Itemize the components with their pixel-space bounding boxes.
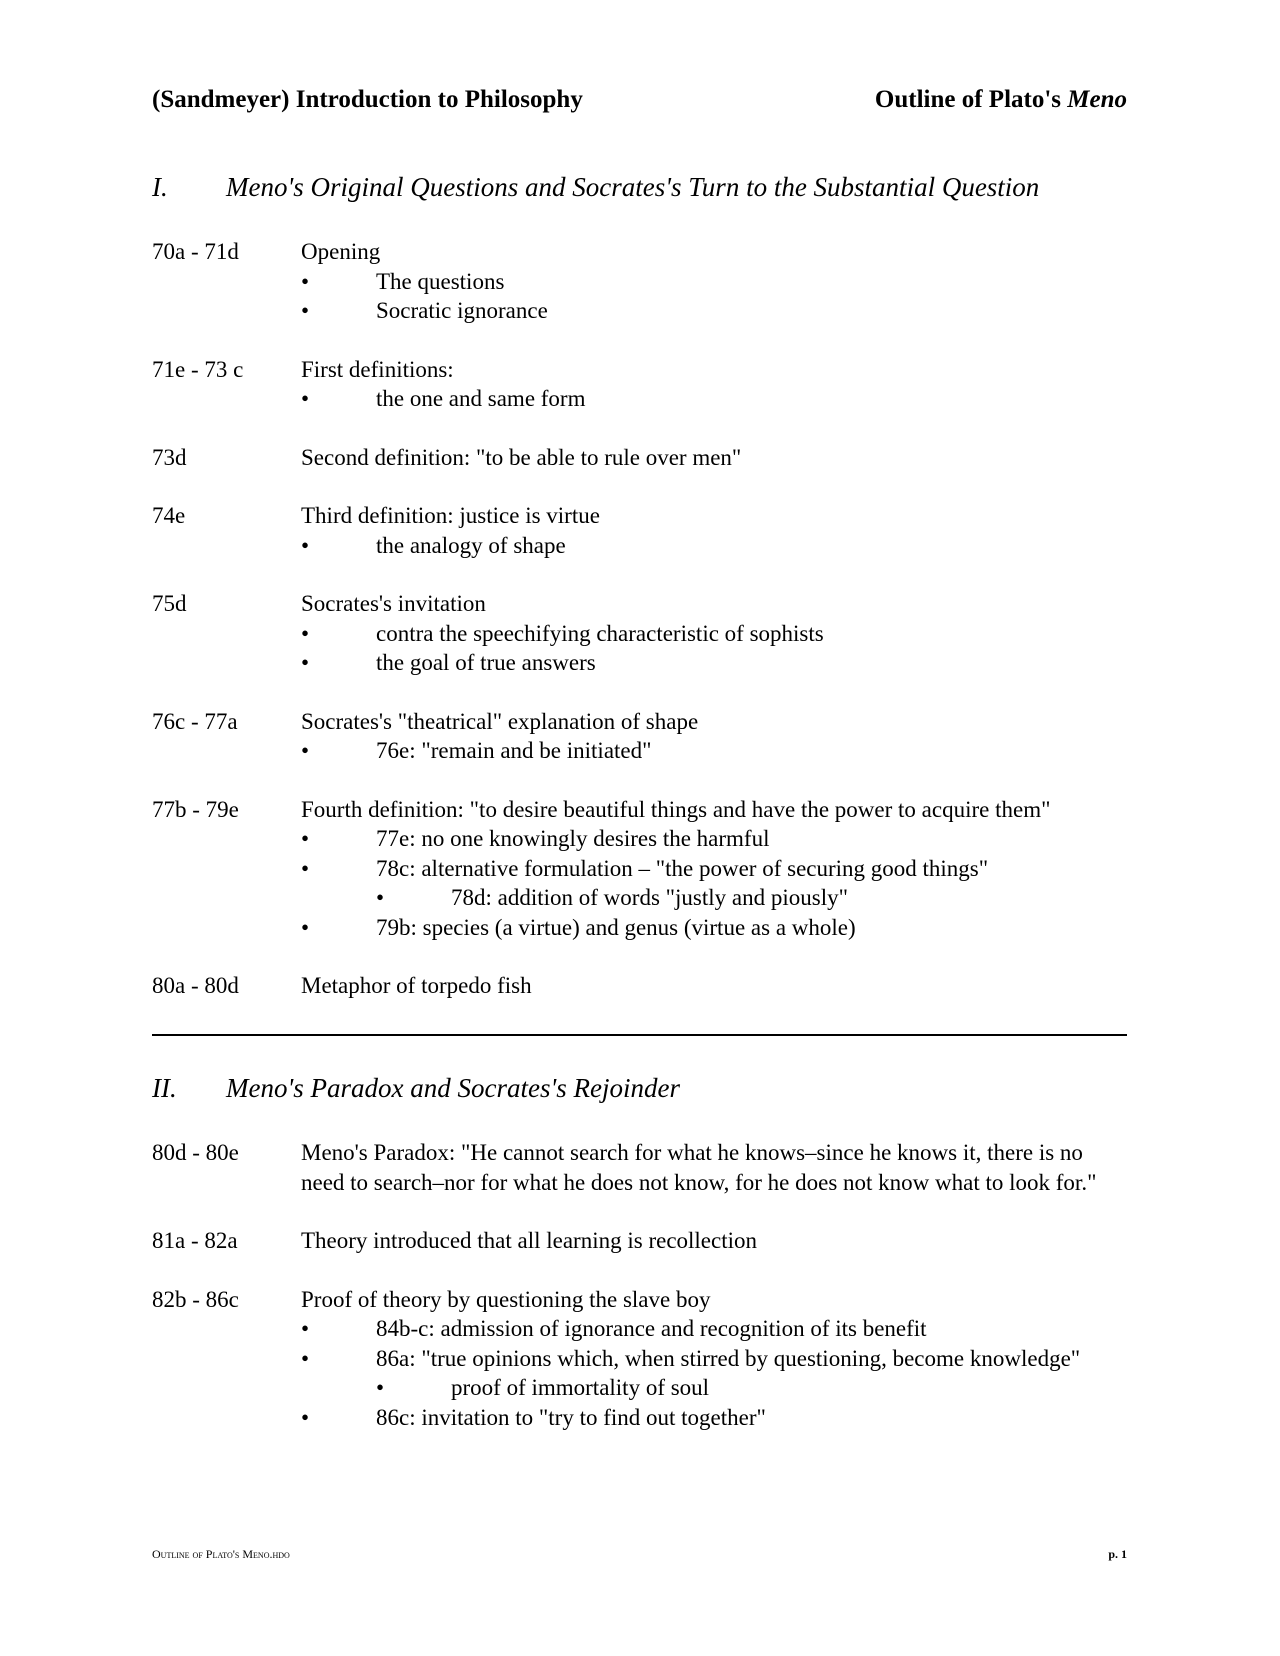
stephanus-reference: 70a - 71d xyxy=(152,239,239,264)
bullet-icon: • xyxy=(301,738,310,763)
document-title-prefix: Outline of Plato's xyxy=(874,86,1068,113)
page-header xyxy=(152,86,1127,122)
bullet-text: 84b-c: admission of ignorance and recognition of its benefit xyxy=(376,1316,927,1341)
bullet-text: the goal of true answers xyxy=(376,650,596,675)
entry-heading: Socrates's "theatrical" explanation of shape xyxy=(301,708,699,734)
outline-entry xyxy=(152,971,1127,1001)
bullet-item xyxy=(301,824,1127,854)
bullet-item xyxy=(301,1314,1127,1344)
bullet-icon: • xyxy=(301,914,310,940)
bullet-icon: • xyxy=(301,1316,310,1341)
outline-entry xyxy=(152,237,1127,326)
bullet-text: Socratic ignorance xyxy=(376,298,548,323)
entry-heading: Meno's Paradox: "He cannot search for what he knows–since he knows it, there is no need to search–nor for what he does not know, for he does not know what to look for." xyxy=(301,1140,1097,1195)
bullet-icon: • xyxy=(301,826,310,851)
outline-entry xyxy=(152,589,1127,678)
stephanus-reference: 81a - 82a xyxy=(152,1228,238,1253)
outline-entry xyxy=(152,707,1127,766)
entry-heading: Opening xyxy=(301,239,381,264)
entry-body xyxy=(301,589,1127,678)
bullet-icon: • xyxy=(301,298,310,323)
page-footer xyxy=(152,1547,1127,1567)
entry-heading: Third definition: justice is virtue xyxy=(301,503,600,528)
bullet-text: contra the speechifying characteristic of sophists xyxy=(376,620,824,646)
entry-body xyxy=(301,795,1127,943)
outline-entry xyxy=(152,1285,1127,1433)
entry-body xyxy=(301,707,1127,766)
bullet-item xyxy=(301,854,1127,884)
outline-entry xyxy=(152,1138,1127,1197)
bullet-item xyxy=(301,384,1127,414)
document-title-work: Meno xyxy=(1067,86,1127,113)
bullet-text: 86c: invitation to "try to find out together" xyxy=(376,1404,766,1430)
bullet-icon: • xyxy=(301,855,310,881)
bullet-icon: • xyxy=(301,386,310,411)
bullet-item xyxy=(301,648,1127,678)
bullet-icon: • xyxy=(301,1404,310,1430)
stephanus-reference: 80a - 80d xyxy=(152,973,239,998)
bullet-item xyxy=(301,619,1127,649)
outline-entry xyxy=(152,443,1127,473)
section-1-entries xyxy=(152,237,1127,1030)
footer-filename: Outline of Plato's Meno.hdo xyxy=(152,1547,290,1561)
stephanus-reference: 82b - 86c xyxy=(152,1286,239,1312)
entry-body xyxy=(301,971,1127,1001)
section-title: Meno's Paradox and Socrates's Rejoinder xyxy=(226,1073,680,1103)
outline-entry xyxy=(152,501,1127,560)
course-title: (Sandmeyer) Introduction to Philosophy xyxy=(152,86,583,113)
entry-body xyxy=(301,501,1127,560)
section-2-entries xyxy=(152,1138,1127,1461)
entry-heading: Proof of theory by questioning the slave boy xyxy=(301,1286,711,1312)
entry-body xyxy=(301,355,1127,414)
bullet-text: the one and same form xyxy=(376,386,586,411)
bullet-item xyxy=(301,1344,1127,1374)
bullet-icon: • xyxy=(301,532,310,558)
entry-body xyxy=(301,237,1127,326)
bullet-item xyxy=(301,913,1127,943)
stephanus-reference: 75d xyxy=(152,591,187,616)
bullet-text: proof of immortality of soul xyxy=(451,1375,710,1400)
bullet-icon: • xyxy=(376,885,385,910)
entry-heading: Fourth definition: "to desire beautiful things and have the power to acquire them" xyxy=(301,796,1051,822)
outline-entry xyxy=(152,795,1127,943)
bullet-text: 77e: no one knowingly desires the harmful xyxy=(376,826,770,851)
bullet-text: the analogy of shape xyxy=(376,532,566,558)
bullet-text: 76e: "remain and be initiated" xyxy=(376,738,652,763)
bullet-text: 78d: addition of words "justly and piously" xyxy=(451,885,848,910)
bullet-item xyxy=(301,736,1127,766)
stephanus-reference: 74e xyxy=(152,503,186,528)
bullet-text: 79b: species (a virtue) and genus (virtue as a whole) xyxy=(376,914,856,940)
entry-body xyxy=(301,1138,1127,1197)
entry-heading: First definitions: xyxy=(301,356,454,382)
bullet-text: 86a: "true opinions which, when stirred by questioning, become knowledge" xyxy=(376,1345,1081,1371)
outline-entry xyxy=(152,355,1127,414)
section-divider xyxy=(152,1034,1127,1036)
bullet-icon: • xyxy=(301,650,310,675)
stephanus-reference: 80d - 80e xyxy=(152,1140,239,1165)
bullet-icon: • xyxy=(376,1375,385,1400)
bullet-icon: • xyxy=(301,1345,310,1371)
sub-bullet-item xyxy=(376,883,1127,913)
bullet-text: The questions xyxy=(376,268,505,294)
entry-heading: Second definition: "to be able to rule over men" xyxy=(301,444,742,470)
bullet-item xyxy=(301,1403,1127,1433)
stephanus-reference: 73d xyxy=(152,444,187,470)
entry-body xyxy=(301,443,1127,473)
entry-heading: Metaphor of torpedo fish xyxy=(301,973,532,998)
section-numeral: II. xyxy=(152,1073,177,1103)
bullet-icon: • xyxy=(301,268,310,294)
sub-bullet-item xyxy=(376,1373,1127,1403)
stephanus-reference: 77b - 79e xyxy=(152,796,239,822)
stephanus-reference: 76c - 77a xyxy=(152,708,238,734)
entry-body xyxy=(301,1226,1127,1256)
document-title xyxy=(875,86,1127,114)
bullet-item xyxy=(301,296,1127,326)
entry-body xyxy=(301,1285,1127,1433)
entry-heading: Socrates's invitation xyxy=(301,591,486,616)
outline-entry xyxy=(152,1226,1127,1256)
bullet-icon: • xyxy=(301,620,310,646)
section-numeral: I. xyxy=(152,172,168,202)
bullet-item xyxy=(301,267,1127,297)
bullet-item xyxy=(301,531,1127,561)
stephanus-reference: 71e - 73 c xyxy=(152,356,244,382)
entry-heading: Theory introduced that all learning is recollection xyxy=(301,1228,758,1253)
page-number: p. 1 xyxy=(1108,1547,1127,1561)
section-title: Meno's Original Questions and Socrates's Turn to the Substantial Question xyxy=(226,172,1040,202)
bullet-text: 78c: alternative formulation – "the power of securing good things" xyxy=(376,855,989,881)
